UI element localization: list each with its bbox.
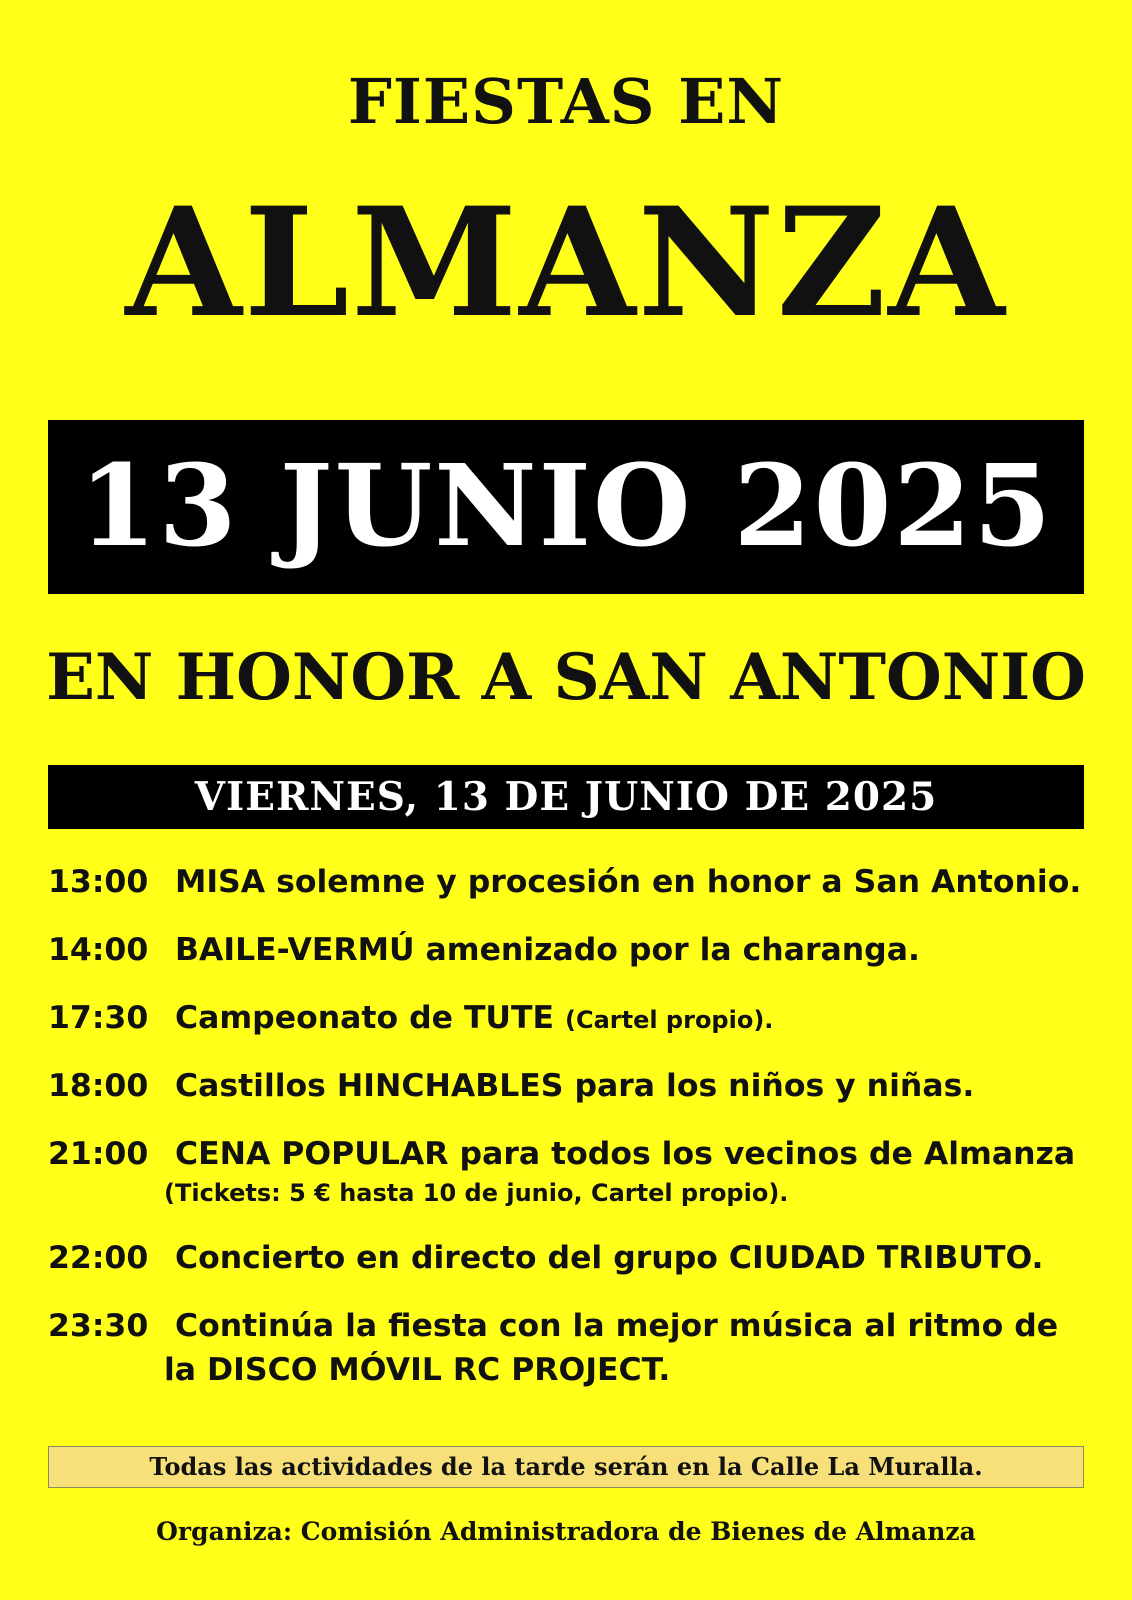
event-time: 23:30 bbox=[48, 1308, 149, 1344]
event-time: 14:00 bbox=[48, 932, 149, 968]
event-text-continued: la DISCO MÓVIL RC PROJECT. bbox=[164, 1352, 671, 1388]
event-text: Castillos HINCHABLES para los niños y niñas. bbox=[174, 1068, 975, 1104]
event-item bbox=[48, 1304, 1098, 1392]
event-text: Concierto en directo del grupo CIUDAD TRIBUTO. bbox=[174, 1240, 1044, 1276]
event-item bbox=[48, 860, 1098, 904]
event-text: CENA POPULAR para todos los vecinos de Almanza bbox=[174, 1136, 1076, 1172]
event-time: 17:30 bbox=[48, 1000, 149, 1036]
event-text: MISA solemne y procesión en honor a San Antonio. bbox=[174, 864, 1082, 900]
location-note: Todas las actividades de la tarde serán en la Calle La Muralla. bbox=[48, 1446, 1084, 1488]
poster-subtitle: EN HONOR A SAN ANTONIO bbox=[46, 640, 1086, 715]
organizer-credit: Organiza: Comisión Administradora de Bienes de Almanza bbox=[156, 1517, 976, 1546]
event-note: (Cartel propio). bbox=[564, 1006, 774, 1034]
event-item bbox=[48, 928, 1098, 972]
event-time: 13:00 bbox=[48, 864, 149, 900]
event-time: 21:00 bbox=[48, 1136, 149, 1172]
event-text: Continúa la fiesta con la mejor música al ritmo de bbox=[174, 1308, 1059, 1344]
event-item bbox=[48, 1132, 1098, 1210]
event-note: (Tickets: 5 € hasta 10 de junio, Cartel propio). bbox=[164, 1179, 789, 1207]
poster-title: ALMANZA bbox=[125, 175, 1007, 351]
event-text: BAILE-VERMÚ amenizado por la charanga. bbox=[174, 932, 920, 968]
event-item bbox=[48, 1236, 1098, 1280]
event-item bbox=[48, 996, 1098, 1042]
poster-pre-title: FIESTAS EN bbox=[347, 65, 785, 138]
date-banner: 13 JUNIO 2025 bbox=[48, 420, 1084, 594]
event-time: 22:00 bbox=[48, 1240, 149, 1276]
event-time: 18:00 bbox=[48, 1068, 149, 1104]
event-item bbox=[48, 1064, 1098, 1108]
day-header-bar: VIERNES, 13 DE JUNIO DE 2025 bbox=[48, 765, 1084, 829]
event-text: Campeonato de TUTE bbox=[174, 1000, 555, 1036]
